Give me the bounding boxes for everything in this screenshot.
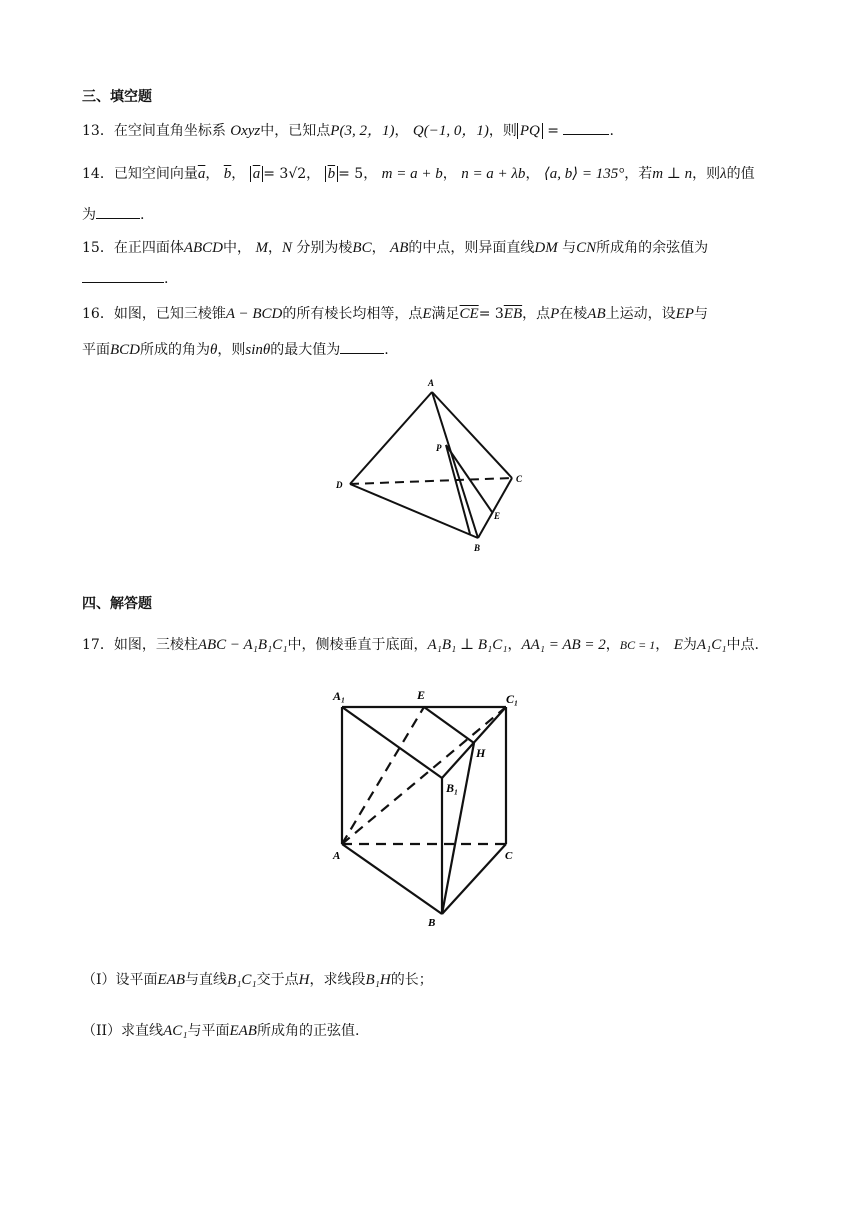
q16-text: 与: [693, 306, 708, 322]
q16-text: 平面: [82, 342, 110, 358]
q14-angle: ⟨a, b⟩ = 135°: [543, 166, 625, 182]
q14-eq-a: = 3√2: [263, 166, 307, 182]
q17-sep: ，: [655, 637, 670, 653]
q16-text: 满足: [431, 306, 460, 322]
label-b1: B₁: [446, 781, 459, 795]
q13-point-q: Q(−1, 0，1): [412, 123, 489, 139]
q17-text: 为: [682, 637, 697, 653]
answer-blank[interactable]: [82, 270, 164, 283]
q14-perp: m ⊥ n: [652, 166, 693, 182]
label-e: E: [417, 688, 426, 702]
q15-bc: BC: [352, 240, 372, 256]
q16-theta: θ: [210, 342, 218, 358]
q16-end: .: [384, 342, 389, 358]
question-16: [82, 303, 708, 323]
q14-text: 已知空间向量: [113, 166, 198, 182]
part1-eab: EAB: [157, 972, 186, 988]
label-e: E: [494, 511, 501, 521]
edge-ab: [342, 844, 442, 914]
q15-text: 在正四面体: [113, 240, 184, 256]
q17-e: E: [673, 637, 683, 653]
question-16-cont: [82, 339, 389, 359]
q16-number: 16．: [82, 306, 114, 322]
q14-vector-b: $\overline{b}$: [223, 166, 232, 182]
q14-text: 的值: [726, 166, 755, 182]
label-d: D: [336, 480, 343, 490]
q15-abcd: ABCD: [183, 240, 223, 256]
q17-perp: A₁B₁ ⊥ B₁C₁: [427, 637, 508, 653]
edge-cb: [478, 478, 512, 538]
q17-sep: ，: [507, 637, 522, 653]
segment-ae-hidden: [342, 707, 424, 844]
q14-m-def: m = a + b: [381, 166, 443, 182]
q16-bcd: BCD: [110, 342, 140, 358]
q14-sep: ，: [306, 166, 321, 182]
q15-n: N: [281, 240, 292, 256]
q13-end: .: [609, 123, 614, 139]
tetrahedron-figure: [320, 370, 540, 560]
q17-text: 如图，三棱柱: [113, 637, 198, 653]
question-14: [82, 163, 755, 183]
q14-sep: ，: [205, 166, 220, 182]
q14-sep: ，: [363, 166, 378, 182]
q14-text: ，若: [624, 166, 653, 182]
q13-abs-pq: PQ: [517, 123, 543, 139]
question-15: 15．在正四面体ABCD中， M，N 分别为棱BC， AB的中点，则异面直线DM 与CN所成角的余弦值为: [82, 240, 709, 256]
part1-h: H: [298, 972, 310, 988]
question-15-cont: [82, 270, 168, 287]
q14-number: 14．: [82, 166, 114, 182]
q15-text: 中，: [223, 240, 251, 256]
q16-text: 上运动，设: [605, 306, 676, 322]
q17-text: 中点.: [726, 637, 759, 653]
q14-end: .: [140, 207, 145, 223]
question-13: [82, 119, 614, 140]
q14-sep: ，: [231, 166, 246, 182]
question-17-part-1: [82, 969, 433, 989]
edge-ad: [350, 392, 432, 484]
edge-ac: [432, 392, 512, 478]
q13-point-p: P(3, 2，1): [330, 123, 395, 139]
q17-prism: ABC − A₁B₁C₁: [197, 637, 288, 653]
label-c1: C₁: [506, 692, 519, 706]
q15-text: 所成角的余弦值为: [596, 240, 709, 256]
label-c: C: [516, 474, 523, 484]
q16-eq: = 3: [478, 306, 504, 322]
label-a: A: [333, 850, 341, 862]
part1-b1h: B₁H: [365, 972, 391, 988]
edge-dc-hidden: [350, 478, 512, 484]
q13-text: 中，已知点: [260, 123, 331, 139]
q15-text: 的中点，则异面直线: [408, 240, 535, 256]
section-title-solve: 四、解答题: [82, 596, 152, 612]
label-a1: A₁: [333, 689, 346, 703]
segment-pb: [446, 445, 470, 534]
q14-text: 为: [82, 207, 96, 223]
q17-number: 17．: [82, 637, 114, 653]
label-a: A: [428, 378, 435, 388]
q16-text: 所成的角为: [140, 342, 210, 358]
q14-lambda: λ: [720, 166, 727, 182]
part2-text: （II）求直线: [82, 1023, 164, 1039]
q16-ab: AB: [587, 306, 606, 322]
part2-eab: EAB: [229, 1023, 257, 1039]
q13-eq: =: [547, 123, 560, 139]
q15-text: 与: [562, 240, 577, 256]
label-p: P: [436, 443, 442, 453]
edge-ab: [432, 392, 478, 538]
q16-ep: EP: [675, 306, 694, 322]
q16-vec-eb: $\overline{EB}$: [503, 306, 523, 322]
q15-m: M: [255, 240, 268, 256]
q15-end: .: [164, 271, 169, 287]
question-17: [82, 634, 759, 654]
q13-text: 在空间直角坐标系: [113, 123, 226, 139]
q13-sep: ，: [394, 123, 409, 139]
segment-hb: [442, 743, 474, 914]
part1-text: ，求线段: [309, 972, 366, 988]
q17-sep: ，: [605, 637, 620, 653]
part1-text: 交于点: [256, 972, 299, 988]
edge-bc: [442, 844, 506, 914]
question-17-part-2: [82, 1020, 359, 1040]
q17-bc: BC = 1: [619, 638, 656, 652]
label-b: B: [428, 917, 436, 929]
part1-text: 与直线: [185, 972, 228, 988]
part2-text: 与平面: [187, 1023, 230, 1039]
section-title-fill-in: 三、填空题: [82, 89, 152, 105]
part1-text: （I）设平面: [82, 972, 158, 988]
q16-pyramid: A − BCD: [225, 306, 283, 322]
segment-ac1-hidden: [342, 707, 506, 844]
answer-blank[interactable]: [563, 122, 609, 135]
part1-b1c1: B₁C₁: [227, 972, 257, 988]
label-c: C: [505, 850, 513, 862]
q16-text: 在棱: [559, 306, 588, 322]
q15-ab: AB: [390, 240, 409, 256]
answer-blank[interactable]: [96, 206, 140, 219]
label-b: B: [474, 543, 481, 553]
q16-text: ，点: [522, 306, 551, 322]
part2-ac1: AC₁: [163, 1023, 188, 1039]
q16-text: 的所有棱长均相等，点: [282, 306, 423, 322]
q16-vec-ce: $\overline{CE}$: [459, 306, 479, 322]
q15-dm: DM: [534, 240, 558, 256]
q13-number: 13．: [82, 123, 114, 139]
q16-text: 如图，已知三棱锥: [113, 306, 226, 322]
q14-abs-a: $\overline{a}$: [250, 166, 264, 182]
q15-cn: CN: [576, 240, 597, 256]
answer-blank[interactable]: [340, 341, 384, 354]
q14-sep: ，: [525, 166, 540, 182]
q13-text: ，则: [488, 123, 517, 139]
q15-number: 15．: [82, 240, 114, 256]
q17-lengths: AA₁ = AB = 2: [521, 637, 606, 653]
q14-text: ，则: [692, 166, 721, 182]
q16-sin: sinθ: [245, 342, 271, 358]
q17-text: 中，侧棱垂直于底面，: [287, 637, 428, 653]
label-h: H: [476, 746, 486, 760]
q14-n-def: n = a + λb: [461, 166, 526, 182]
edge-a1b1: [342, 707, 442, 778]
q17-a1c1: A₁C₁: [696, 637, 727, 653]
q15-text: 分别为棱: [296, 240, 353, 256]
part1-text: 的长；: [390, 972, 433, 988]
question-14-cont: [82, 204, 144, 224]
q13-oxyz: Oxyz: [230, 123, 261, 139]
q16-text: 的最大值为: [270, 342, 341, 358]
q16-e: E: [422, 306, 432, 322]
segment-eh: [424, 707, 474, 743]
q14-eq-b: = 5: [338, 166, 364, 182]
q16-text: ，则: [217, 342, 246, 358]
q14-vector-a: $\overline{a}$: [197, 166, 206, 182]
q14-sep: ，: [442, 166, 457, 182]
prism-figure: [320, 680, 540, 930]
q16-p: P: [550, 306, 560, 322]
part2-text: 所成角的正弦值.: [256, 1023, 360, 1039]
q14-abs-b: $\overline{b}$: [325, 166, 339, 182]
